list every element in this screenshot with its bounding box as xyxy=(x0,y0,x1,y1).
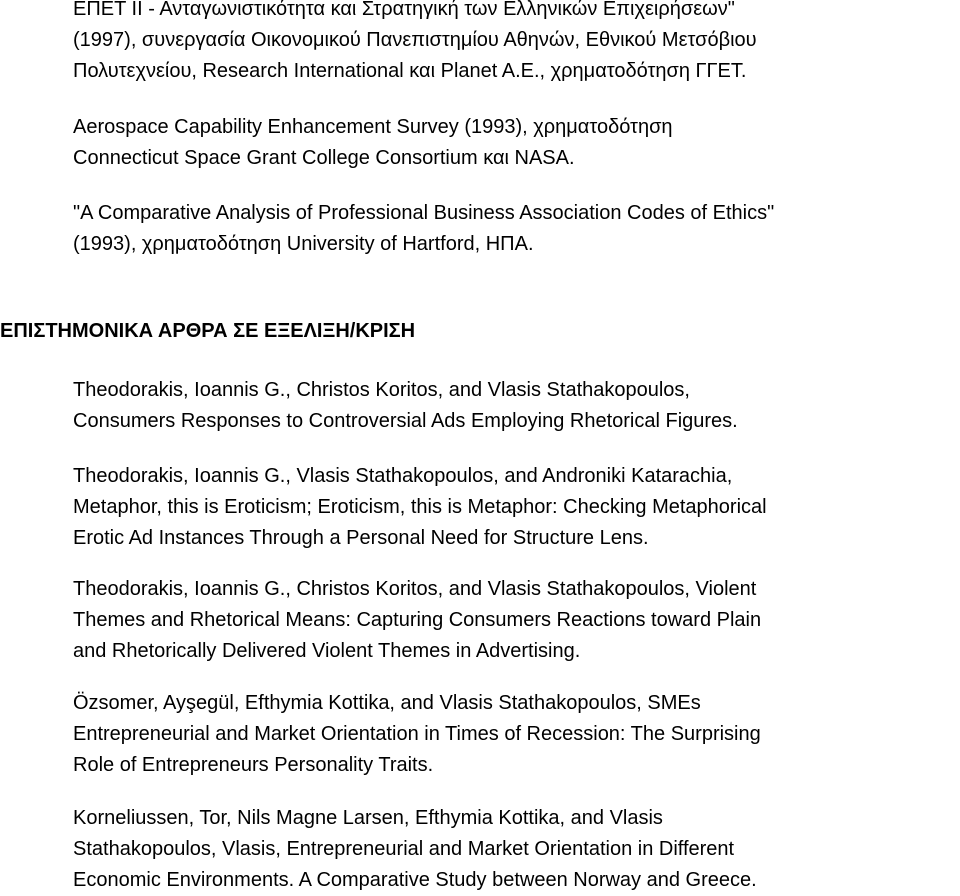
text-line: Theodorakis, Ioannis G., Vlasis Stathakopoulos, and Androniki Katarachia, xyxy=(73,465,733,487)
text-line: Entrepreneurial and Market Orientation in Times of Recession: The Surprising xyxy=(73,723,761,745)
text-line: Metaphor, this is Eroticism; Eroticism, this is Metaphor: Checking Metaphorical xyxy=(73,496,767,518)
text-line: Connecticut Space Grant College Consortium και NASA. xyxy=(73,147,575,169)
text-line: Korneliussen, Tor, Nils Magne Larsen, Efthymia Kottika, and Vlasis xyxy=(73,807,663,829)
text-line: ΕΠΕΤ ΙΙ - Ανταγωνιστικότητα και Στρατηγική των Ελληνικών Επιχειρήσεων" xyxy=(73,0,735,20)
project-entry-epet xyxy=(73,0,953,87)
text-line: (1997), συνεργασία Οικονομικού Πανεπιστημίου Αθηνών, Εθνικού Μετσόβιου xyxy=(73,29,757,51)
article-entry xyxy=(73,803,953,896)
section-heading: ΕΠΙΣΤΗΜΟΝΙΚΑ ΑΡΘΡΑ ΣΕ ΕΞΕΛΙΞΗ/ΚΡΙΣΗ xyxy=(0,320,416,342)
project-entry-aerospace xyxy=(73,112,953,174)
article-entry xyxy=(73,375,953,437)
text-line: Theodorakis, Ioannis G., Christos Koritos, and Vlasis Stathakopoulos, xyxy=(73,379,690,401)
article-entry xyxy=(73,574,953,667)
text-line: Themes and Rhetorical Means: Capturing Consumers Reactions toward Plain xyxy=(73,609,762,631)
text-line: Theodorakis, Ioannis G., Christos Koritos, and Vlasis Stathakopoulos, Violent xyxy=(73,578,757,600)
text-line: (1993), χρηματοδότηση University of Hartford, ΗΠΑ. xyxy=(73,233,534,255)
article-entry xyxy=(73,688,953,781)
text-line: Consumers Responses to Controversial Ads Employing Rhetorical Figures. xyxy=(73,410,738,432)
text-line: Πολυτεχνείου, Research International και Planet A.E., χρηματοδότηση ΓΓΕΤ. xyxy=(73,60,747,82)
project-entry-ethics xyxy=(73,198,953,260)
text-line: Aerospace Capability Enhancement Survey (1993), χρηματοδότηση xyxy=(73,116,673,138)
text-line: Economic Environments. A Comparative Study between Norway and Greece. xyxy=(73,869,757,891)
text-line: Özsomer, Ayşegül, Efthymia Kottika, and Vlasis Stathakopoulos, SMEs xyxy=(73,692,701,714)
text-line: Stathakopoulos, Vlasis, Entrepreneurial and Market Orientation in Different xyxy=(73,838,735,860)
text-line: Role of Entrepreneurs Personality Traits. xyxy=(73,754,434,776)
article-entry xyxy=(73,461,953,554)
text-line: and Rhetorically Delivered Violent Themes in Advertising. xyxy=(73,640,581,662)
text-line: Erotic Ad Instances Through a Personal Need for Structure Lens. xyxy=(73,527,649,549)
text-line: "A Comparative Analysis of Professional Business Association Codes of Ethics" xyxy=(73,202,775,224)
